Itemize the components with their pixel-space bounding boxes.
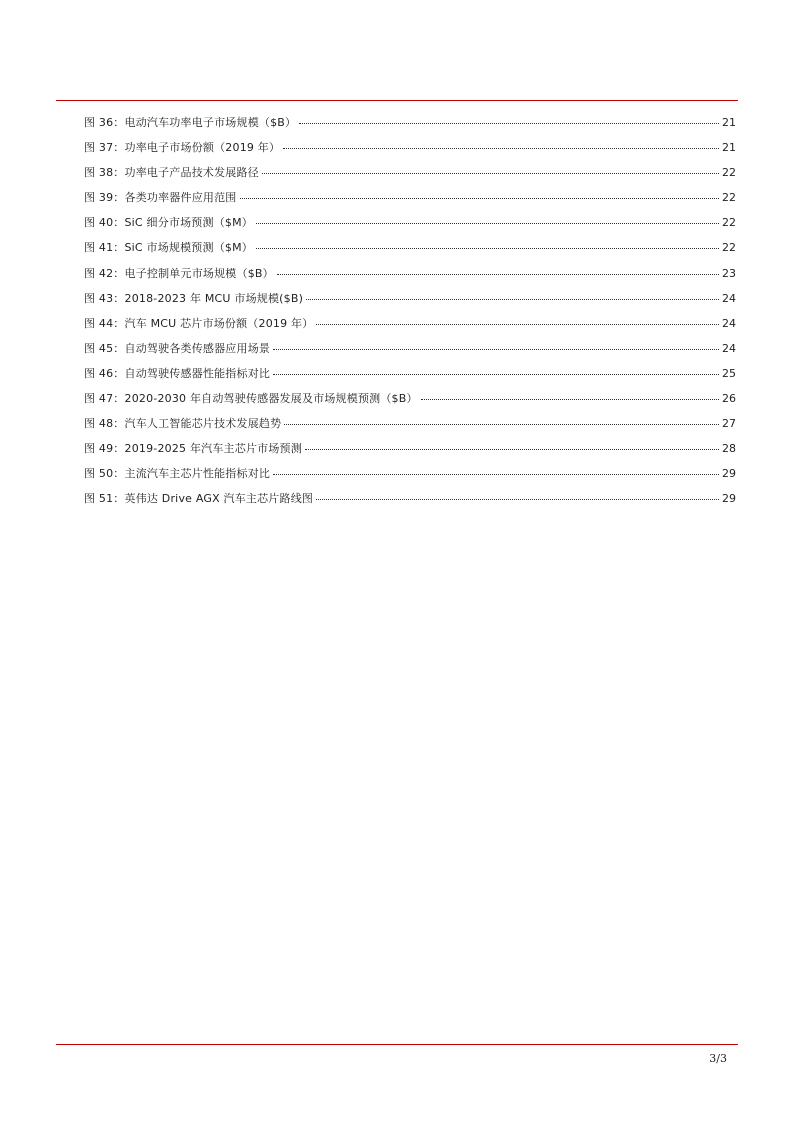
toc-entry[interactable] bbox=[84, 461, 736, 486]
footer-rule bbox=[56, 1044, 738, 1045]
toc-entry[interactable] bbox=[84, 486, 736, 511]
toc-entry-page: 21 bbox=[722, 116, 736, 129]
toc-entry[interactable] bbox=[84, 436, 736, 461]
toc-leader-dots bbox=[240, 198, 720, 199]
toc-entry[interactable] bbox=[84, 336, 736, 361]
page-number: 3/3 bbox=[709, 1052, 727, 1065]
toc-entry-label: 图 48：汽车人工智能芯片技术发展趋势 bbox=[84, 417, 282, 431]
toc-entry-label: 图 50：主流汽车主芯片性能指标对比 bbox=[84, 467, 271, 481]
toc-leader-dots bbox=[283, 148, 719, 149]
toc-entry-page: 22 bbox=[722, 216, 736, 230]
toc-entry-page: 24 bbox=[722, 341, 736, 355]
toc-entry[interactable] bbox=[84, 286, 736, 311]
toc-entry-page: 28 bbox=[722, 442, 736, 456]
toc-leader-dots bbox=[284, 424, 719, 425]
toc-entry-label: 图 37：功率电子市场份额（2019 年） bbox=[84, 141, 281, 155]
toc-entry[interactable] bbox=[84, 160, 736, 185]
toc-entry-page: 27 bbox=[722, 417, 736, 431]
toc-entry[interactable] bbox=[84, 386, 736, 411]
toc-leader-dots bbox=[299, 123, 719, 124]
toc-entry-label: 图 44：汽车 MCU 芯片市场份额（2019 年） bbox=[84, 316, 314, 330]
toc-entry[interactable] bbox=[84, 235, 736, 260]
toc-entry[interactable] bbox=[84, 411, 736, 436]
toc-entry-label: 图 47：2020-2030 年自动驾驶传感器发展及市场规模预测（$B） bbox=[84, 392, 418, 406]
toc-entry-page: 25 bbox=[722, 366, 736, 380]
toc-leader-dots bbox=[262, 173, 719, 174]
toc-leader-dots bbox=[306, 299, 719, 300]
toc-entry[interactable] bbox=[84, 311, 736, 336]
toc-entry-page: 29 bbox=[722, 492, 736, 506]
toc-leader-dots bbox=[273, 374, 719, 375]
header-rule bbox=[56, 100, 738, 101]
toc-entry[interactable] bbox=[84, 210, 736, 235]
toc-entry[interactable] bbox=[84, 261, 736, 286]
toc-entry[interactable] bbox=[84, 361, 736, 386]
toc-entry[interactable] bbox=[84, 135, 736, 160]
toc-entry-page: 24 bbox=[722, 291, 736, 305]
toc-entry-page: 23 bbox=[722, 266, 736, 280]
toc-entry-page: 24 bbox=[722, 316, 736, 330]
toc-leader-dots bbox=[316, 324, 719, 325]
toc-leader-dots bbox=[256, 248, 719, 249]
toc-entry-label: 图 42：电子控制单元市场规模（$B） bbox=[84, 266, 274, 280]
toc-entry-label: 图 49：2019-2025 年汽车主芯片市场预测 bbox=[84, 442, 302, 456]
toc-entry[interactable] bbox=[84, 110, 736, 135]
toc-entry-label: 图 41：SiC 市场规模预测（$M） bbox=[84, 241, 253, 255]
figure-list bbox=[84, 110, 736, 512]
toc-entry-page: 22 bbox=[722, 166, 736, 180]
toc-entry-page: 29 bbox=[722, 467, 736, 481]
toc-entry[interactable] bbox=[84, 185, 736, 210]
toc-entry-page: 21 bbox=[722, 141, 736, 155]
toc-leader-dots bbox=[305, 449, 719, 450]
toc-entry-page: 22 bbox=[722, 191, 736, 205]
toc-leader-dots bbox=[277, 274, 719, 275]
toc-entry-page: 26 bbox=[722, 392, 736, 406]
toc-entry-label: 图 43：2018-2023 年 MCU 市场规模($B) bbox=[84, 291, 304, 305]
toc-entry-page: 22 bbox=[722, 241, 736, 255]
toc-entry-label: 图 36：电动汽车功率电子市场规模（$B） bbox=[84, 116, 297, 129]
toc-leader-dots bbox=[273, 474, 719, 475]
toc-leader-dots bbox=[421, 399, 719, 400]
toc-entry-label: 图 39：各类功率器件应用范围 bbox=[84, 191, 237, 205]
toc-leader-dots bbox=[273, 349, 719, 350]
toc-entry-label: 图 45：自动驾驶各类传感器应用场景 bbox=[84, 341, 271, 355]
toc-leader-dots bbox=[316, 499, 719, 500]
toc-entry-label: 图 40：SiC 细分市场预测（$M） bbox=[84, 216, 253, 230]
toc-entry-label: 图 51：英伟达 Drive AGX 汽车主芯片路线图 bbox=[84, 492, 314, 506]
toc-entry-label: 图 38：功率电子产品技术发展路径 bbox=[84, 166, 259, 180]
toc-entry-label: 图 46：自动驾驶传感器性能指标对比 bbox=[84, 366, 271, 380]
toc-leader-dots bbox=[256, 223, 719, 224]
